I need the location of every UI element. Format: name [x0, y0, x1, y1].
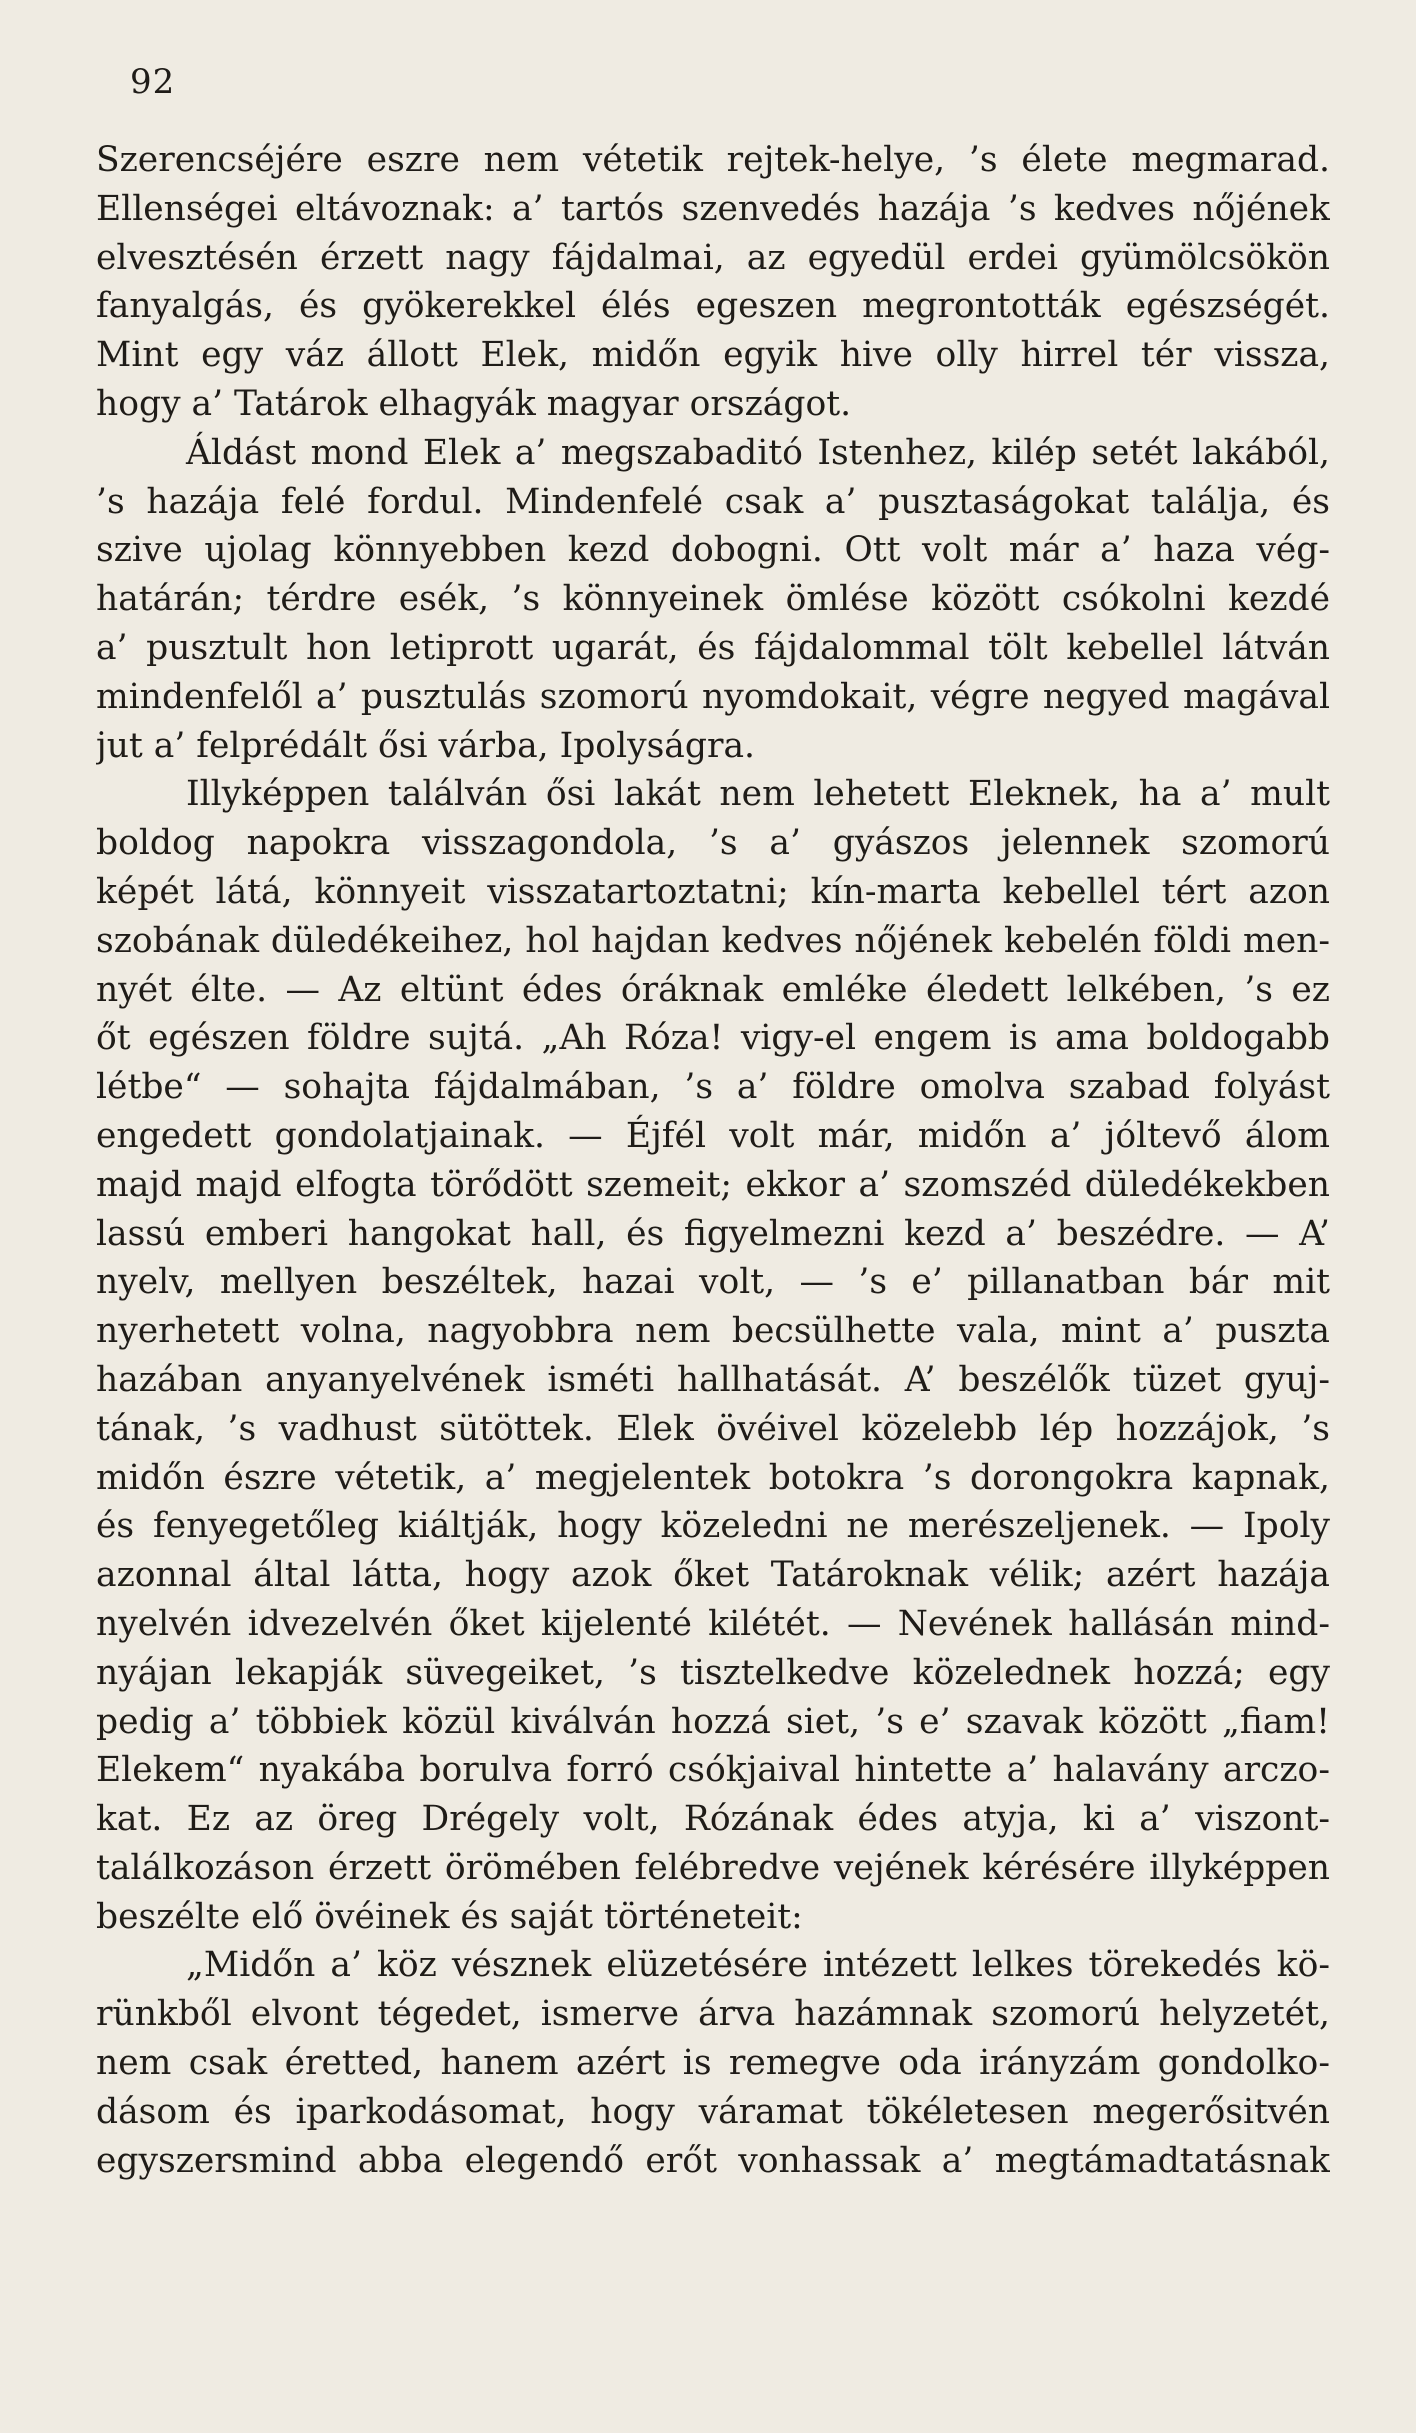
text-line: azonnal által látta, hogy azok őket Tatároknak vélik; azért hazája	[96, 1555, 1330, 1596]
text-line: a’ pusztult hon letiprott ugarát, és fájdalommal tölt kebellel látván	[96, 627, 1330, 668]
text-line: egyszersmind abba elegendő erőt vonhassak a’ megtámadtatásnak	[96, 2140, 1330, 2181]
text-line: fanyalgás, és gyökerekkel élés egeszen megrontották egészségét.	[96, 286, 1330, 327]
text-line: határán; térdre esék, ’s könnyeinek ömlése között csókolni kezdé	[96, 579, 1330, 620]
text-line: majd majd elfogta törődött szemeit; ekkor a’ szomszéd düledékekben	[96, 1164, 1330, 1205]
text-line: boldog napokra visszagondola, ’s a’ gyászos jelennek szomorú	[96, 823, 1330, 864]
text-line: nyelv, mellyen beszéltek, hazai volt, — ’s e’ pillanatban bár mit	[96, 1262, 1330, 1303]
text-line: Áldást mond Elek a’ megszabaditó Istenhez, kilép setét lakából,	[186, 432, 1330, 473]
text-line: nyét élte. — Az eltünt édes óráknak emléke éledett lelkében, ’s ez	[96, 969, 1330, 1010]
text-line: dásom és iparkodásomat, hogy váramat tökéletesen megerősitvén	[96, 2091, 1330, 2132]
text-line: kat. Ez az öreg Drégely volt, Rózának édes atyja, ki a’ viszont-	[96, 1799, 1330, 1840]
text-line: Szerencséjére eszre nem vétetik rejtek-helye, ’s élete megmarad.	[96, 140, 1330, 180]
text-line: elvesztésén érzett nagy fájdalmai, az egyedül erdei gyümölcsökön	[96, 237, 1330, 278]
text-line: nyájan lekapják süvegeiket, ’s tisztelkedve közelednek hozzá; egy	[96, 1652, 1330, 1693]
text-line: hazában anyanyelvének isméti hallhatását. A’ beszélők tüzet gyuj-	[96, 1359, 1330, 1400]
text-line: nem csak éretted, hanem azért is remegve oda irányzám gondolko-	[96, 2043, 1330, 2084]
text-line: pedig a’ többiek közül kiválván hozzá siet, ’s e’ szavak között „fiam!	[96, 1701, 1330, 1742]
text-line: mindenfelől a’ pusztulás szomorú nyomdokait, végre negyed magával	[96, 676, 1330, 717]
text-line: képét látá, könnyeit visszatartoztatni; kín-marta kebellel tért azon	[96, 871, 1330, 912]
text-line: „Midőn a’ köz vésznek elüzetésére intézett lelkes törekedés kö-	[186, 1945, 1330, 1986]
text-line: midőn észre vétetik, a’ megjelentek botokra ’s dorongokra kapnak,	[96, 1457, 1330, 1498]
text-line: rünkből elvont tégedet, ismerve árva hazámnak szomorú helyzetét,	[96, 1994, 1330, 2035]
text-line: Elekem“ nyakába borulva forró csókjaival hintette a’ halavány arczo-	[96, 1750, 1330, 1791]
text-line: Ellenségei eltávoznak: a’ tartós szenvedés hazája ’s kedves nőjének	[96, 188, 1330, 229]
text-line: Illyképpen találván ősi lakát nem lehetett Eleknek, ha a’ mult	[186, 774, 1330, 815]
text-line: szobának düledékeihez, hol hajdan kedves nőjének kebelén földi men-	[96, 920, 1330, 961]
text-line: nyelvén idvezelvén őket kijelenté kilétét. — Nevének hallásán mind-	[96, 1603, 1330, 1644]
text-line: őt egészen földre sujtá. „Ah Róza! vigy-el engem is ama boldogabb	[96, 1018, 1330, 1059]
text-line: találkozáson érzett örömében felébredve vejének kérésére illyképpen	[96, 1847, 1330, 1888]
text-line: jut a’ felprédált ősi várba, Ipolyságra.	[96, 725, 755, 766]
text-line: engedett gondolatjainak. — Éjfél volt már, midőn a’ jóltevő álom	[96, 1115, 1330, 1156]
text-line: és fenyegetőleg kiáltják, hogy közeledni ne merészeljenek. — Ipoly	[96, 1506, 1330, 1547]
body-text	[96, 136, 1330, 2185]
text-line: ’s hazája felé fordul. Mindenfelé csak a’ pusztaságokat találja, és	[96, 481, 1330, 522]
text-line: tának, ’s vadhust sütöttek. Elek övéivel közelebb lép hozzájok, ’s	[96, 1408, 1330, 1449]
text-line: lassú emberi hangokat hall, és figyelmezni kezd a’ beszédre. — A’	[96, 1213, 1330, 1254]
text-line: szive ujolag könnyebben kezd dobogni. Ott volt már a’ haza vég-	[96, 530, 1330, 571]
text-line: hogy a’ Tatárok elhagyák magyar országot.	[96, 383, 852, 424]
text-line: nyerhetett volna, nagyobbra nem becsülhette vala, mint a’ puszta	[96, 1311, 1330, 1352]
text-line: létbe“ — sohajta fájdalmában, ’s a’ földre omolva szabad folyást	[96, 1067, 1330, 1108]
text-line: beszélte elő övéinek és saját történeteit:	[96, 1896, 803, 1937]
page-number: 92	[130, 62, 176, 102]
text-line: Mint egy váz állott Elek, midőn egyik hive olly hirrel tér vissza,	[96, 335, 1330, 376]
